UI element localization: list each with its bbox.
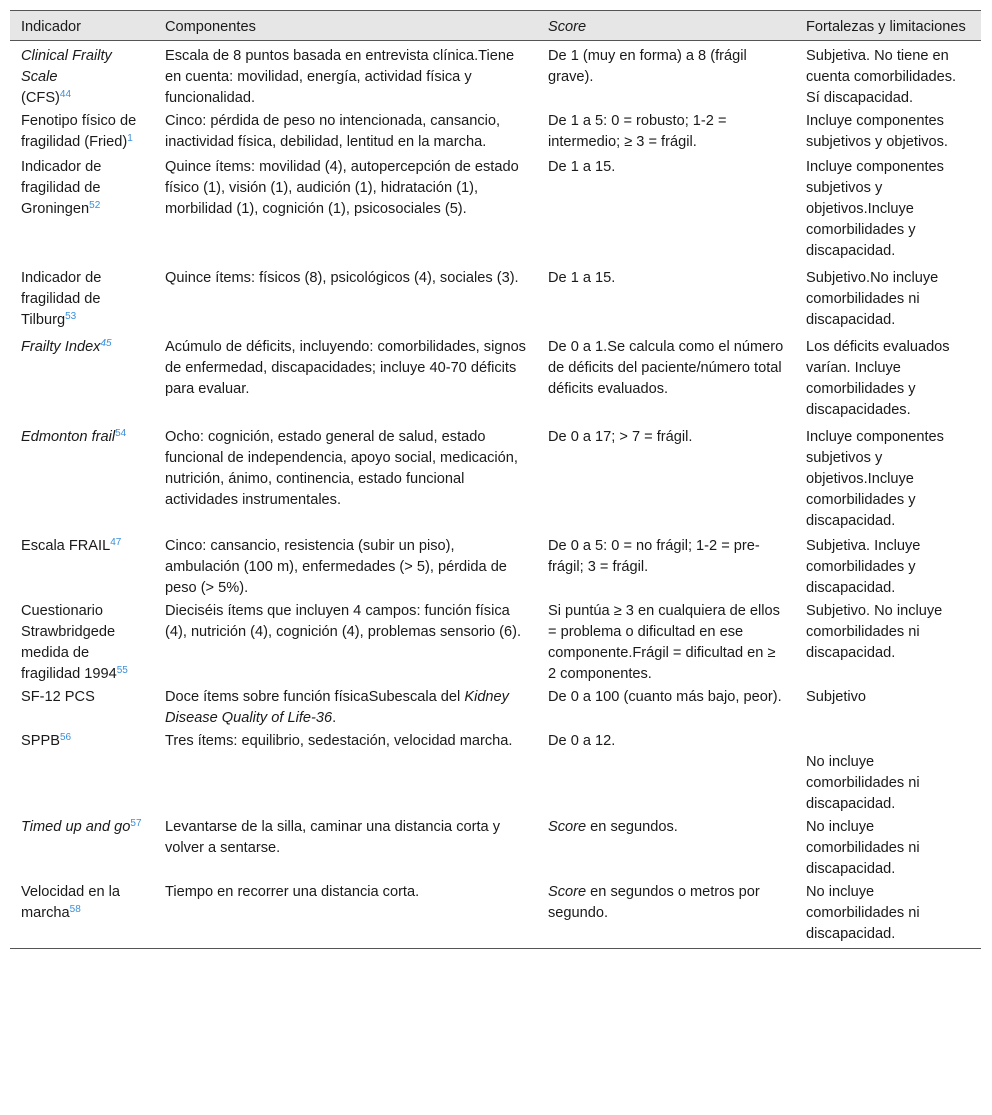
table-row bbox=[10, 424, 981, 535]
score-cell bbox=[537, 881, 795, 949]
indicator-cell bbox=[10, 730, 154, 816]
score-cell: De 0 a 5: 0 = no frágil; 1-2 = pre-frágil; 3 = frágil. bbox=[548, 538, 760, 575]
indicator-cell bbox=[10, 265, 154, 334]
score-cell: De 0 a 12. bbox=[548, 733, 616, 749]
table-row bbox=[10, 816, 981, 881]
score-italic: Score bbox=[548, 884, 587, 900]
table-row bbox=[10, 881, 981, 949]
components-text: Doce ítems sobre función físicaSubescala del bbox=[165, 689, 461, 705]
indicator-name: Edmonton frail bbox=[21, 429, 116, 445]
frailty-indicators-table bbox=[10, 10, 981, 949]
table-row bbox=[10, 686, 981, 730]
header-indicator: Indicador bbox=[21, 19, 82, 35]
indicator-cell bbox=[10, 41, 154, 111]
indicator-name: SPPB bbox=[21, 733, 60, 749]
score-cell: De 1 a 15. bbox=[548, 270, 616, 286]
strengths-cell: Subjetivo bbox=[806, 689, 867, 705]
strengths-cell: Subjetivo. No incluye comorbilidades ni discapacidad. bbox=[806, 603, 943, 661]
strengths-text: No incluye comorbilidades ni discapacidad. bbox=[806, 754, 920, 812]
components-cell: Acúmulo de déficits, incluyendo: comorbilidades, signos de enfermedad, discapacidades; incluye 40-70 déficits para evaluar. bbox=[165, 339, 526, 397]
indicator-name: Indicador de fragilidad de Groningen bbox=[21, 159, 102, 217]
reference-link[interactable]: 44 bbox=[59, 89, 72, 100]
components-cell: Tiempo en recorrer una distancia corta. bbox=[165, 884, 420, 900]
strengths-cell: Subjetiva. No tiene en cuenta comorbilidades. Sí discapacidad. bbox=[806, 48, 957, 106]
table-row bbox=[10, 41, 981, 111]
components-cell bbox=[154, 686, 537, 730]
strengths-cell: Los déficits evaluados varían. Incluye comorbilidades y discapacidades. bbox=[806, 339, 950, 418]
score-cell: De 0 a 1.Se calcula como el número de déficits del paciente/número total déficits evaluados. bbox=[548, 339, 784, 397]
reference-link[interactable]: 53 bbox=[65, 311, 77, 322]
components-cell: Tres ítems: equilibrio, sedestación, velocidad marcha. bbox=[165, 733, 513, 749]
indicator-name: Clinical Frailty Scale bbox=[21, 48, 112, 85]
strengths-cell: No incluye comorbilidades ni discapacidad. bbox=[806, 819, 920, 877]
score-cell: Si puntúa ≥ 3 en cualquiera de ellos = problema o dificultad en ese componente.Frágil = dificultad en ≥ 2 componentes. bbox=[548, 603, 780, 682]
table-row bbox=[10, 334, 981, 424]
reference-link[interactable]: 45 bbox=[100, 338, 112, 349]
indicator-name: Indicador de fragilidad de Tilburg bbox=[21, 270, 102, 328]
indicator-cell bbox=[10, 154, 154, 265]
indicator-name: Fenotipo físico de fragilidad (Fried) bbox=[21, 113, 137, 150]
reference-link[interactable]: 1 bbox=[127, 133, 133, 144]
table-row bbox=[10, 730, 981, 816]
strengths-cell: Subjetivo.No incluye comorbilidades ni discapacidad. bbox=[806, 270, 939, 328]
indicator-cell bbox=[10, 110, 154, 154]
indicator-cell bbox=[10, 334, 154, 424]
components-cell: Ocho: cognición, estado general de salud, estado funcional de independencia, apoyo social, medicación, nutrición, ánimo, continencia, estado funcional actividades instrumentales. bbox=[165, 429, 518, 508]
strengths-cell: Incluye componentes subjetivos y objetivos.Incluye comorbilidades y discapacidad. bbox=[806, 429, 944, 529]
reference-link[interactable]: 56 bbox=[59, 732, 72, 743]
reference-link[interactable]: 52 bbox=[89, 200, 101, 211]
score-text: en segundos. bbox=[586, 819, 678, 835]
header-components: Componentes bbox=[165, 19, 256, 35]
header-strengths: Fortalezas y limitaciones bbox=[806, 19, 966, 35]
components-cell: Dieciséis ítems que incluyen 4 campos: función física (4), nutrición (4), cognición (4), problemas sensorio (6). bbox=[165, 603, 522, 640]
strengths-cell bbox=[795, 730, 981, 816]
score-text: en segundos o metros por segundo. bbox=[548, 884, 760, 921]
components-italic: Kidney Disease Quality of Life-36 bbox=[165, 689, 509, 726]
indicator-cell bbox=[10, 686, 154, 730]
score-cell bbox=[537, 816, 795, 881]
reference-link[interactable]: 55 bbox=[116, 665, 128, 676]
table-row bbox=[10, 110, 981, 154]
reference-link[interactable]: 58 bbox=[69, 904, 81, 915]
indicator-cell bbox=[10, 424, 154, 535]
header-score: Score bbox=[548, 19, 587, 35]
reference-link[interactable]: 54 bbox=[115, 428, 127, 439]
indicator-name: Frailty Index bbox=[21, 339, 101, 355]
strengths-cell: Incluye componentes subjetivos y objetivos. bbox=[806, 113, 948, 150]
components-cell: Quince ítems: físicos (8), psicológicos (4), sociales (3). bbox=[165, 270, 519, 286]
indicator-cell bbox=[10, 535, 154, 600]
table-row bbox=[10, 600, 981, 686]
indicator-suffix: (CFS) bbox=[21, 90, 60, 106]
strengths-cell: Subjetiva. Incluye comorbilidades y discapacidad. bbox=[806, 538, 921, 596]
indicator-cell bbox=[10, 881, 154, 949]
table-header-row bbox=[10, 11, 981, 41]
components-end: . bbox=[332, 710, 337, 726]
indicator-name: Escala FRAIL bbox=[21, 538, 111, 554]
strengths-cell: Incluye componentes subjetivos y objetivos.Incluye comorbilidades y discapacidad. bbox=[806, 159, 944, 259]
indicator-cell bbox=[10, 600, 154, 686]
table-row bbox=[10, 265, 981, 334]
components-cell: Cinco: pérdida de peso no intencionada, cansancio, inactividad física, debilidad, lentitud en la marcha. bbox=[165, 113, 501, 150]
components-cell: Levantarse de la silla, caminar una distancia corta y volver a sentarse. bbox=[165, 819, 501, 856]
score-cell: De 0 a 100 (cuanto más bajo, peor). bbox=[548, 689, 782, 705]
indicator-name: Velocidad en la marcha bbox=[21, 884, 120, 921]
score-italic: Score bbox=[548, 819, 587, 835]
score-cell: De 1 a 5: 0 = robusto; 1-2 = intermedio; ≥ 3 = frágil. bbox=[548, 113, 727, 150]
table-row bbox=[10, 154, 981, 265]
components-cell: Cinco: cansancio, resistencia (subir un piso), ambulación (100 m), enfermedades (> 5), pérdida de peso (> 5%). bbox=[165, 538, 507, 596]
strengths-cell: No incluye comorbilidades ni discapacidad. bbox=[806, 884, 920, 942]
reference-link[interactable]: 57 bbox=[130, 818, 142, 829]
score-cell: De 1 a 15. bbox=[548, 159, 616, 175]
table-row bbox=[10, 535, 981, 600]
indicator-name: Timed up and go bbox=[21, 819, 131, 835]
components-cell: Escala de 8 puntos basada en entrevista clínica.Tiene en cuenta: movilidad, energía, actividad física y funcionalidad. bbox=[165, 48, 515, 106]
score-cell: De 0 a 17; > 7 = frágil. bbox=[548, 429, 693, 445]
indicator-cell bbox=[10, 816, 154, 881]
indicator-name: Cuestionario Strawbridgede medida de fragilidad 1994 bbox=[21, 603, 117, 682]
reference-link[interactable]: 47 bbox=[110, 537, 122, 548]
components-cell: Quince ítems: movilidad (4), autopercepción de estado físico (1), visión (1), audición (1), hidratación (1), morbilidad (1), cognición (1), psicosociales (5). bbox=[165, 159, 519, 217]
score-cell: De 1 (muy en forma) a 8 (frágil grave). bbox=[548, 48, 747, 85]
indicator-name: SF-12 PCS bbox=[21, 689, 95, 705]
